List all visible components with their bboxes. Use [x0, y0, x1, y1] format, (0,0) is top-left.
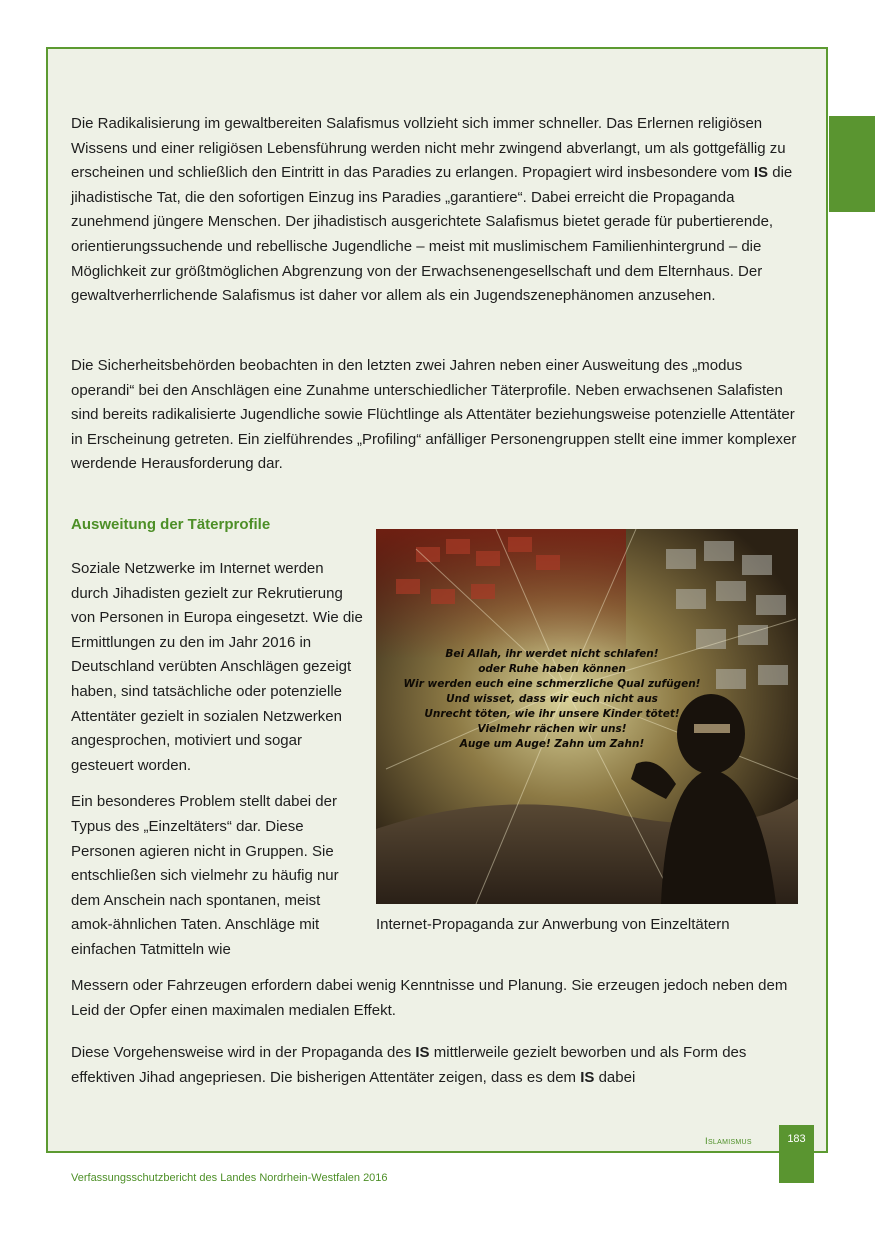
is-bold: IS [580, 1068, 595, 1086]
figure-caption: Internet-Propaganda zur Anwerbung von Einzeltätern [376, 916, 730, 933]
publication-title: Verfassungsschutzbericht des Landes Nordrhein-Westfalen 2016 [71, 1172, 388, 1184]
paragraph-security-authorities: Die Sicherheitsbehörden beobachten in den letzten zwei Jahren neben einer Ausweitung des „modus operandi“ bei den Anschlägen eine Zunahme unterschiedlicher Täterprofile. Neben erwachsenen Salafisten sind bereits radikalisierte Jugendliche sowie Flüchtlinge als Attentäter beziehungsweise potenzielle Attentäter in Erscheinung getreten. Ein zielführendes „Profiling“ anfälliger Personengruppen stellt eine immer komplexer werdende Herausforderung dar. [71, 357, 797, 473]
propaganda-line: Auge um Auge! Zahn um Zahn! [459, 738, 645, 750]
text-column-left [71, 557, 363, 963]
section-label: Islamismus [705, 1136, 752, 1147]
paragraph-social-networks: Soziale Netzwerke im Internet werden durch Jihadisten gezielt zur Rekrutierung von Personen in Europa eingesetzt. Wie die Ermittlungen zu den im Jahr 2016 in Deutschland verübten Anschlägen gezeigt haben, sind tatsächliche oder potenzielle Attentäter gezielt in sozialen Netzwerken angesprochen, motiviert und sogar gesteuert worden. [71, 560, 363, 774]
paragraph-propaganda: Diese Vorgehensweise wird in der Propaganda des IS mittlerweile gezielt beworben und als Form des effektiven Jihad angepriesen. Die bisherigen Attentäter zeigen, dass es dem IS dabei [71, 1044, 747, 1086]
propaganda-line: oder Ruhe haben können [478, 663, 626, 675]
propaganda-line: Bei Allah, ihr werdet nicht schlafen! [445, 648, 659, 660]
propaganda-line: Und wisset, dass wir euch nicht aus [446, 693, 658, 705]
propaganda-line: Wir werden euch eine schmerzliche Qual zufügen! [403, 678, 701, 690]
chapter-tab-marker [829, 116, 875, 212]
page-number: 183 [787, 1133, 806, 1145]
paragraph-lone-offender: Ein besonderes Problem stellt dabei der Typus des „Einzeltäters“ dar. Diese Personen agieren nicht in Gruppen. Sie entschließen sich vielmehr zu häufig nur dem Anschein nach spontanen, meist amok-ähnlichen Taten. Anschläge mit einfachen Tatmitteln wie [71, 793, 339, 958]
paragraph-radicalization: Die Radikalisierung im gewaltbereiten Salafismus vollzieht sich immer schneller. Das Erlernen religiösen Wissens und einer religiösen Lebensführung werden nicht mehr zwingend abverlangt, um als gottgefällig zu erscheinen und schließlich den Eintritt in das Paradies zu erlangen. Propagiert wird insbesondere vom IS die jihadistische Tat, die den sofortigen Einzug ins Paradies „garantiere“. Dabei erreicht die Propaganda zunehmend jüngere Menschen. Der jihadistisch ausgerichtete Salafismus bietet gerade für pubertierende, orientierungssuchende und rebellische Jugendliche – meist mit muslimischem Familienhintergrund – die Möglichkeit zur größtmöglichen Abgrenzung von der Erwachsenengesellschaft und dem Elternhaus. Der gewaltverherrlichende Salafismus ist daher vor allem als ein Jugendszenephänomen anzusehen. [71, 115, 793, 305]
propaganda-line: Vielmehr rächen wir uns! [477, 723, 627, 735]
propaganda-line: Unrecht töten, wie ihr unsere Kinder tötet! [424, 708, 680, 720]
is-bold: IS [415, 1044, 430, 1061]
section-subheading: Ausweitung der Täterprofile [71, 516, 271, 533]
propaganda-image [376, 529, 798, 904]
paragraph-effect: Messern oder Fahrzeugen erfordern dabei wenig Kenntnisse und Planung. Sie erzeugen jedoch neben dem Leid der Opfer einen maximalen medialen Effekt. [71, 977, 788, 1019]
is-bold: IS [753, 164, 769, 182]
